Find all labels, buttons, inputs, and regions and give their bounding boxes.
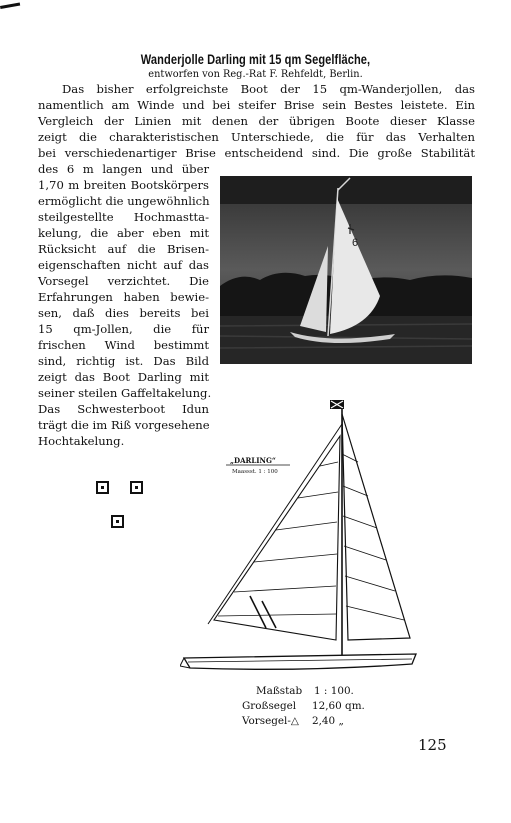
- body-line: zeigt das Boot Darling mit: [38, 370, 209, 384]
- body-line: Vorsegel verzichtet. Die: [38, 274, 209, 288]
- article-subtitle: entworfen von Reg.-Rat F. Rehfeldt, Berlin.: [148, 69, 363, 80]
- body-line: frischen Wind bestimmt: [38, 338, 209, 352]
- body-line: seiner steilen Gaffeltakelung.: [38, 386, 212, 400]
- caption-scale: [256, 684, 386, 700]
- body-line: Das bisher erfolgreichste Boot der 15 qm-Wanderjollen, das: [62, 82, 475, 96]
- body-line: steilgestellte Hochmastta-: [38, 210, 209, 224]
- caption-main-value: 12,60 qm.: [312, 700, 365, 712]
- body-line: eigenschaften nicht auf das: [38, 258, 209, 272]
- drawing-label-scale: Maassst. 1 : 100: [232, 469, 278, 475]
- boat-photograph: [220, 176, 472, 364]
- body-line: Rücksicht auf die Brisen-: [38, 242, 209, 256]
- body-line: namentlich am Winde und bei steifer Brise sein Bestes leistete. Ein: [38, 98, 475, 112]
- caption-fore-value: 2,40 „: [312, 715, 344, 727]
- decorative-ornament: [111, 515, 124, 528]
- caption-scale-label: Maßstab: [256, 685, 303, 697]
- caption-scale-value: 1 : 100.: [314, 685, 354, 697]
- body-line: 1,70 m breiten Bootskörpers: [38, 178, 209, 192]
- body-line: Das Schwesterboot Idun: [38, 402, 209, 416]
- decorative-ornament: [130, 481, 143, 494]
- decorative-ornament: [96, 481, 109, 494]
- body-line: zeigt die charakteristischen Unterschiede, die für das Verhalten: [38, 130, 475, 144]
- caption-main-label: Großsegel: [242, 700, 297, 712]
- page-number: 125: [418, 736, 447, 754]
- sail-number: 6: [352, 237, 359, 249]
- body-line: kelung, die aber eben mit: [38, 226, 209, 240]
- body-line: trägt die im Riß vorgesehene: [38, 418, 210, 432]
- article-title: Wanderjolle Darling mit 15 qm Segelfläche,: [140, 52, 371, 67]
- body-line: bei verschiedenartiger Brise entscheidend sind. Die große Stabilität: [38, 146, 475, 160]
- caption-fore-sail: [242, 714, 382, 730]
- body-line: sind, richtig ist. Das Bild: [38, 354, 209, 368]
- body-line: Hochtakelung.: [38, 434, 125, 448]
- body-line: Vergleich der Linien mit denen der übrigen Boote dieser Klasse: [38, 114, 475, 128]
- drawing-label-name: „DARLING“: [230, 456, 276, 465]
- body-line: sen, daß dies bereits bei: [38, 306, 209, 320]
- body-line: ermöglicht die ungewöhnlich: [38, 194, 210, 208]
- body-line: 15 qm-Jollen, die für: [38, 322, 209, 336]
- body-line: Erfahrungen haben bewie-: [38, 290, 209, 304]
- sail-plan-drawing: [180, 396, 420, 676]
- caption-main-sail: [242, 699, 382, 715]
- body-line: des 6 m langen und über: [38, 162, 209, 176]
- caption-fore-label: Vorsegel-△: [242, 715, 299, 727]
